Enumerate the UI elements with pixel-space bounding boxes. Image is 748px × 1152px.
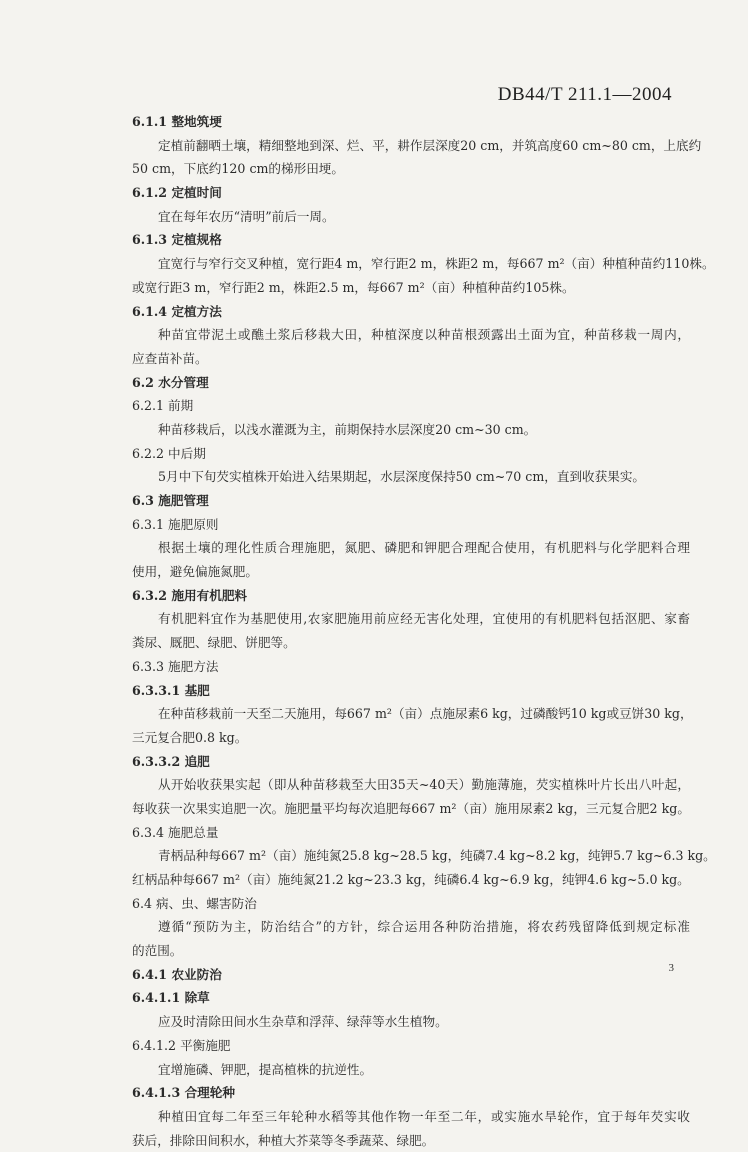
- section-heading: 6.4.1 农业防治: [132, 966, 222, 982]
- paragraph-line: 种植田宜每二年至三年轮种水稻等其他作物一年至二年，或实施水旱轮作，宜于每年芡实收: [158, 1108, 690, 1124]
- paragraph-line: 宜在每年农历“清明”前后一周。: [158, 208, 335, 224]
- section-heading: 6.4.1.2 平衡施肥: [132, 1037, 231, 1053]
- paragraph-line: 从开始收获果实起（即从种苗移栽至大田35天~40天）勤施薄施，芡实植株叶片长出八叶起，: [158, 777, 690, 793]
- paragraph-line: 的范围。: [132, 943, 183, 959]
- paragraph-line: 获后，排除田间积水，种植大芥菜等冬季蔬菜、绿肥。: [132, 1132, 435, 1148]
- paragraph-line: 有机肥料宜作为基肥使用,农家肥施用前应经无害化处理，宜使用的有机肥料包括沤肥、家畜: [158, 611, 690, 627]
- paragraph-line: 每收获一次果实追肥一次。施肥量平均每次追肥每667 m²（亩）施用尿素2 kg，三元复合肥2 kg。: [132, 800, 690, 816]
- paragraph-line: 粪尿、厩肥、绿肥、饼肥等。: [132, 635, 296, 651]
- section-heading: 6.3.3.2 追肥: [132, 753, 210, 769]
- section-heading: 6.1.1 整地筑埂: [132, 114, 222, 129]
- section-heading: 6.1.3 定植规格: [132, 232, 222, 248]
- section-heading: 6.3.3.1 基肥: [132, 682, 210, 698]
- section-heading: 6.3.2 施用有机肥料: [132, 587, 248, 603]
- paragraph-line: 青柄品种每667 m²（亩）施纯氮25.8 kg~28.5 kg，纯磷7.4 kg~8.2 kg，纯钾5.7 kg~6.3 kg。: [158, 848, 716, 864]
- paragraph-line: 宜增施磷、钾肥，提高植株的抗逆性。: [158, 1061, 373, 1077]
- paragraph-line: 宜宽行与窄行交叉种植，宽行距4 m，窄行距2 m，株距2 m，每667 m²（亩）种植种苗约110株。: [158, 256, 715, 272]
- section-heading: 6.2.1 前期: [132, 398, 194, 414]
- paragraph-line: 种苗移栽后，以浅水灌溉为主，前期保持水层深度20 cm~30 cm。: [158, 421, 537, 437]
- paragraph-line: 红柄品种每667 m²（亩）施纯氮21.2 kg~23.3 kg，纯磷6.4 kg~6.9 kg，纯钾4.6 kg~5.0 kg。: [132, 872, 690, 887]
- section-heading: 6.1.4 定植方法: [132, 303, 222, 319]
- section-heading: 6.4 病、虫、螺害防治: [132, 895, 257, 911]
- section-heading: 6.2.2 中后期: [132, 445, 206, 461]
- document-code: DB44/T 211.1—2004: [497, 84, 672, 105]
- paragraph-line: 根据土壤的理化性质合理施肥，氮肥、磷肥和钾肥合理配合使用，有机肥料与化学肥料合理: [158, 540, 690, 556]
- page-number: 3: [668, 962, 674, 974]
- section-heading: 6.2 水分管理: [132, 374, 209, 390]
- section-heading: 6.3.1 施肥原则: [132, 516, 219, 532]
- paragraph-line: 应及时清除田间水生杂草和浮萍、绿萍等水生植物。: [158, 1014, 448, 1030]
- section-heading: 6.3.4 施肥总量: [132, 824, 219, 840]
- paragraph-line: 应查苗补苗。: [132, 350, 208, 366]
- section-heading: 6.3.3 施肥方法: [132, 658, 219, 674]
- paragraph-line: 在种苗移栽前一天至二天施用，每667 m²（亩）点施尿素6 kg，过磷酸钙10 kg或豆饼30 kg，: [158, 706, 693, 722]
- paragraph-line: 5月中下旬芡实植株开始进入结果期起，水层深度保持50 cm~70 cm，直到收获果实。: [158, 469, 646, 485]
- document-body: [132, 110, 716, 1152]
- paragraph-line: 种苗宜带泥土或醮土浆后移栽大田，种植深度以种苗根颈露出土面为宜，种苗移栽一周内，: [158, 327, 690, 343]
- section-heading: 6.1.2 定植时间: [132, 185, 222, 201]
- section-heading: 6.4.1.1 除草: [132, 990, 210, 1006]
- section-heading: 6.4.1.3 合理轮种: [132, 1085, 235, 1101]
- paragraph-line: 定植前翻晒土壤，精细整地到深、烂、平，耕作层深度20 cm，并筑高度60 cm~80 cm，上底约: [158, 137, 702, 153]
- paragraph-line: 使用，避免偏施氮肥。: [132, 564, 258, 580]
- section-heading: 6.3 施肥管理: [132, 493, 209, 508]
- paragraph-line: 三元复合肥0.8 kg。: [132, 729, 248, 745]
- paragraph-line: 遵循“预防为主，防治结合”的方针，综合运用各种防治措施，将农药残留降低到规定标准: [158, 919, 690, 935]
- paragraph-line: 或宽行距3 m，窄行距2 m，株距2.5 m，每667 m²（亩）种植种苗约105株。: [132, 279, 575, 295]
- paragraph-line: 50 cm，下底约120 cm的梯形田埂。: [132, 161, 344, 177]
